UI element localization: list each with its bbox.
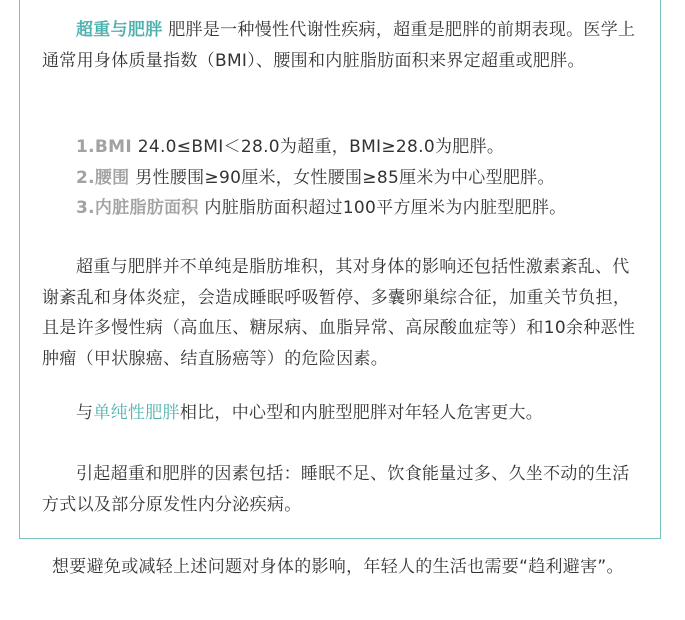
paragraph-outside: 想要避免或减轻上述问题对身体的影响，年轻人的生活也需要“趋利避害”。 (52, 557, 624, 577)
criteria-label: 3.内脏脂肪面积 (76, 198, 199, 218)
paragraph-compare (42, 398, 642, 429)
paragraph-risks: 超重与肥胖并不单纯是脂肪堆积，其对身体的影响还包括性激素紊乱、代谢紊乱和身体炎症，会造成睡眠呼吸暂停、多囊卵巢综合征，加重关节负担，且是许多慢性病（高血压、糖尿病、血脂异常、高尿酸血症等）和10余种恶性肿瘤（甲状腺癌、结直肠癌等）的危险因素。 (42, 257, 636, 369)
section-heading: 超重与肥胖 (76, 20, 163, 40)
highlight-term: 单纯性肥胖 (93, 403, 180, 423)
compare-suffix: 相比，中心型和内脏型肥胖对年轻人危害更大。 (179, 403, 544, 423)
criteria-text: 24.0≤BMI＜28.0为超重，BMI≥28.0为肥胖。 (137, 137, 505, 157)
criteria-item-bmi (42, 132, 642, 163)
definition-text: 肥胖是一种慢性代谢性疾病，超重是肥胖的前期表现。医学上通常用身体质量指数（BMI）、腰围和内脏脂肪面积来界定超重或肥胖。 (42, 20, 636, 71)
paragraph-definition (42, 15, 642, 76)
compare-prefix: 与 (76, 403, 94, 423)
criteria-text: 内脏脂肪面积超过100平方厘米为内脏型肥胖。 (204, 198, 567, 218)
criteria-label: 2.腰围 (76, 167, 130, 188)
criteria-item-visceral (42, 193, 642, 224)
criteria-item-waist (42, 163, 642, 194)
criteria-list (42, 132, 642, 224)
criteria-label: 1.BMI (76, 137, 132, 157)
criteria-text: 男性腰围≥90厘米，女性腰围≥85厘米为中心型肥胖。 (135, 167, 555, 188)
paragraph-causes: 引起超重和肥胖的因素包括：睡眠不足、饮食能量过多、久坐不动的生活方式以及部分原发性内分泌疾病。 (42, 464, 630, 515)
